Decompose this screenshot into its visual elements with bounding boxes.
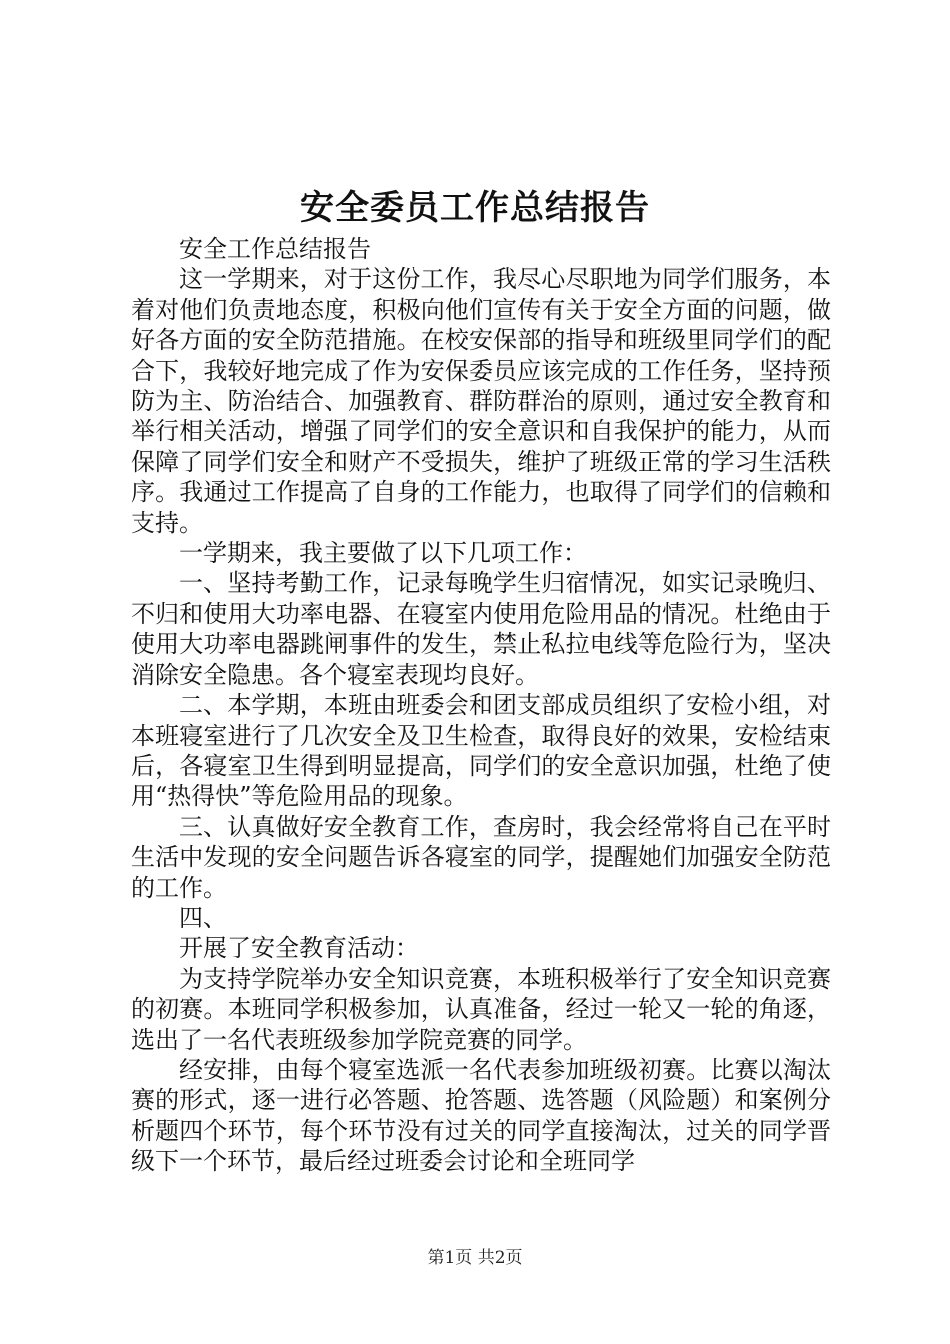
paragraph: 一学期来，我主要做了以下几项工作： bbox=[179, 539, 587, 568]
document-title: 安全委员工作总结报告 bbox=[300, 188, 650, 228]
paragraph: 安全工作总结报告 bbox=[179, 235, 371, 263]
paragraph: 四、 bbox=[179, 903, 227, 932]
paragraph: 二、本学期，本班由班委会和团支部成员组织了安检小组，对本班寝室进行了几次安全及卫生检查，取得良好的效果，安检结束后，各寝室卫生得到明显提高，同学们的安全意识加强，杜绝了使用“热得快”等危险用品的现象。 bbox=[131, 691, 831, 811]
paragraph: 一、坚持考勤工作，记录每晚学生归宿情况，如实记录晚归、不归和使用大功率电器、在寝室内使用危险用品的情况。杜绝由于使用大功率电器跳闸事件的发生，禁止私拉电线等危险行为，坚决消除安全隐患。各个寝室表现均良好。 bbox=[131, 569, 831, 689]
paragraph: 三、认真做好安全教育工作，查房时，我会经常将自己在平时生活中发现的安全问题告诉各寝室的同学，提醒她们加强安全防范的工作。 bbox=[131, 812, 831, 902]
paragraph: 为支持学院举办安全知识竞赛，本班积极举行了安全知识竞赛的初赛。本班同学积极参加，认真准备，经过一轮又一轮的角逐，选出了一名代表班级参加学院竞赛的同学。 bbox=[131, 964, 831, 1054]
paragraph: 开展了安全教育活动： bbox=[179, 934, 419, 963]
document-body bbox=[131, 234, 831, 1177]
page-footer: 第1页 共2页 bbox=[427, 1248, 523, 1268]
paragraph: 这一学期来，对于这份工作，我尽心尽职地为同学们服务，本着对他们负责地态度，积极向他们宣传有关于安全方面的问题，做好各方面的安全防范措施。在校安保部的指导和班级里同学们的配合下，我较好地完成了作为安保委员应该完成的工作任务，坚持预防为主、防治结合、加强教育、群防群治的原则，通过安全教育和举行相关活动，增强了同学们的安全意识和自我保护的能力，从而保障了同学们安全和财产不受损失，维护了班级正常的学习生活秩序。我通过工作提高了自身的工作能力，也取得了同学们的信赖和支持。 bbox=[131, 265, 831, 537]
paragraph: 经安排，由每个寝室选派一名代表参加班级初赛。比赛以淘汰赛的形式，逐一进行必答题、抢答题、选答题（风险题）和案例分析题四个环节，每个环节没有过关的同学直接淘汰，过关的同学晋级下一个环节，最后经过班委会讨论和全班同学 bbox=[131, 1055, 831, 1176]
